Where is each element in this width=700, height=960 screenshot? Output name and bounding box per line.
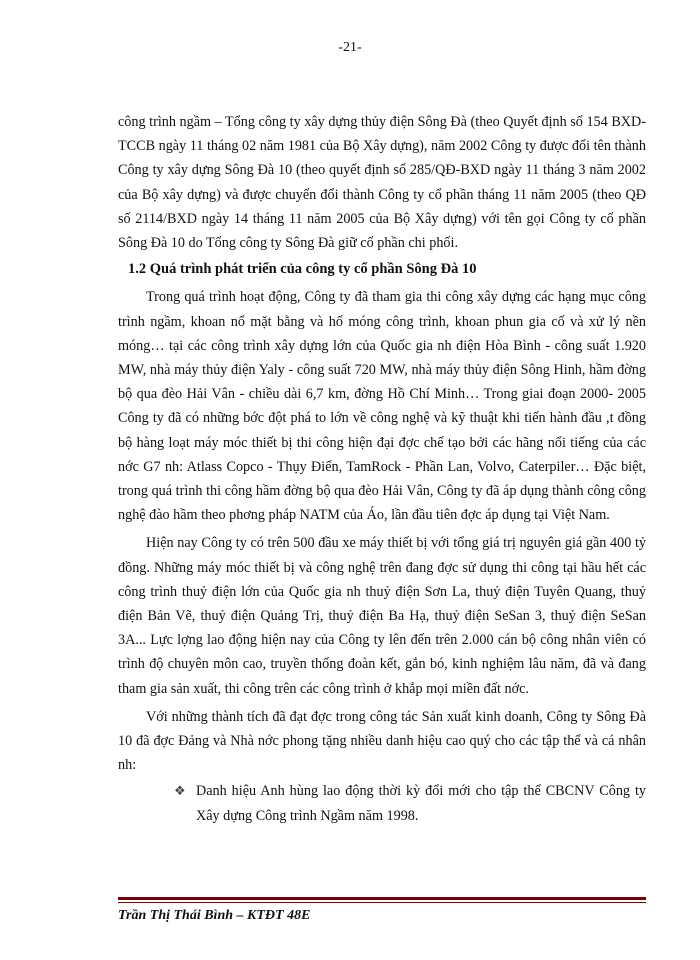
document-body	[118, 110, 646, 828]
intro-paragraph: công trình ngầm – Tổng công ty xây dựng thủy điện Sông Đà (theo Quyết định số 154 BXD-TCCB ngày 11 tháng 02 năm 1981 của Bộ Xây dựng), năm 2002 Công ty được đổi tên thành Công ty xây dựng Sông Đà 10 (theo quyết định số 285/QĐ-BXD ngày 11 tháng 3 năm 2002 của Bộ xây dựng) và được chuyển đổi thành Công ty cổ phần tháng 11 năm 2005 (theo QĐ số 2114/BXD ngày 14 tháng 11 năm 2005 của Bộ Xây dựng) với tên gọi Công ty cổ phần Sông Đà 10 do Tổng công ty Sông Đà giữ cổ phần chi phối.	[118, 114, 646, 252]
paragraph-history: Trong quá trình hoạt động, Công ty đã tham gia thi công xây dựng các hạng mục công trình ngầm, khoan nổ mặt bằng và hố móng công trình, khoan phun gia cố và xử lý nền móng… tại các công trình xây dựng lớn của Quốc gia nh điện Hòa Bình - công suất 1.920 MW, nhà máy thủy điện Yaly - công suất 720 MW, nhà máy thủy điện Sông Hinh, hầm đờng bộ qua đèo Hải Vân - chiều dài 6,7 km, đờng Hồ Chí Minh… Trong giai đoạn 2000- 2005 Công ty đã có những bớc đột phá to lớn về công nghệ và kỹ thuật khi tiến hành đầu ,t đồng bộ hàng loạt máy móc thiết bị thi công hiện đại đợc chế tạo bởi các hãng nổi tiếng của các nớc G7 nh: Atlass Copco - Thụy Điển, TamRock - Phần Lan, Volvo, Caterpiler… Đặc biệt, trong quá trình thi công hầm đờng bộ qua đèo Hải Vân, Công ty đã áp dụng thành công công nghệ đào hầm theo phơng pháp NATM của Áo, lần đầu tiên đợc áp dụng tại Việt Nam.	[118, 289, 646, 524]
footer-author: Trần Thị Thái Bình – KTĐT 48E	[118, 908, 311, 923]
footer-rule	[118, 897, 646, 900]
footer-rule-thin	[118, 902, 646, 903]
diamond-bullet-icon: ❖	[174, 783, 186, 799]
page-number: -21-	[338, 40, 362, 55]
bullet-text: Danh hiệu Anh hùng lao động thời kỳ đổi mới cho tập thể CBCNV Công ty Xây dựng Công trình Ngầm năm 1998.	[196, 783, 646, 824]
paragraph-achievements: Với những thành tích đã đạt đợc trong công tác Sản xuất kinh doanh, Công ty Sông Đà 10 đã đợc Đảng và Nhà nớc phong tặng nhiều danh hiệu cao quý cho các tập thể và cá nhân nh:	[118, 708, 646, 774]
section-heading: 1.2 Quá trình phát triển của công ty cổ phần Sông Đà 10	[128, 261, 477, 278]
bullet-item	[174, 779, 646, 827]
paragraph-equipment: Hiện nay Công ty có trên 500 đầu xe máy thiết bị với tổng giá trị nguyên giá gần 400 tỷ đồng. Những máy móc thiết bị và công nghệ trên đang đợc sử dụng thi công tại hầu hết các công trình thuỷ điện lớn của Quốc gia nh thuỷ điện Sơn La, thuỷ điện Tuyên Quang, thuỷ điện Bản Vẽ, thuỷ điện Quảng Trị, thuỷ điện Ba Hạ, thuỷ điện SeSan 3, thuỷ điện SeSan 3A... Lực lợng lao động hiện nay của Công ty lên đến trên 2.000 cán bộ công nhân viên có trình độ chuyên môn cao, truyền thống đoàn kết, gắn bó, kinh nghiệm lâu năm, đã và đang tham gia sản xuất, thi công trên các công trình ở khắp mọi miền đất nớc.	[118, 535, 646, 697]
